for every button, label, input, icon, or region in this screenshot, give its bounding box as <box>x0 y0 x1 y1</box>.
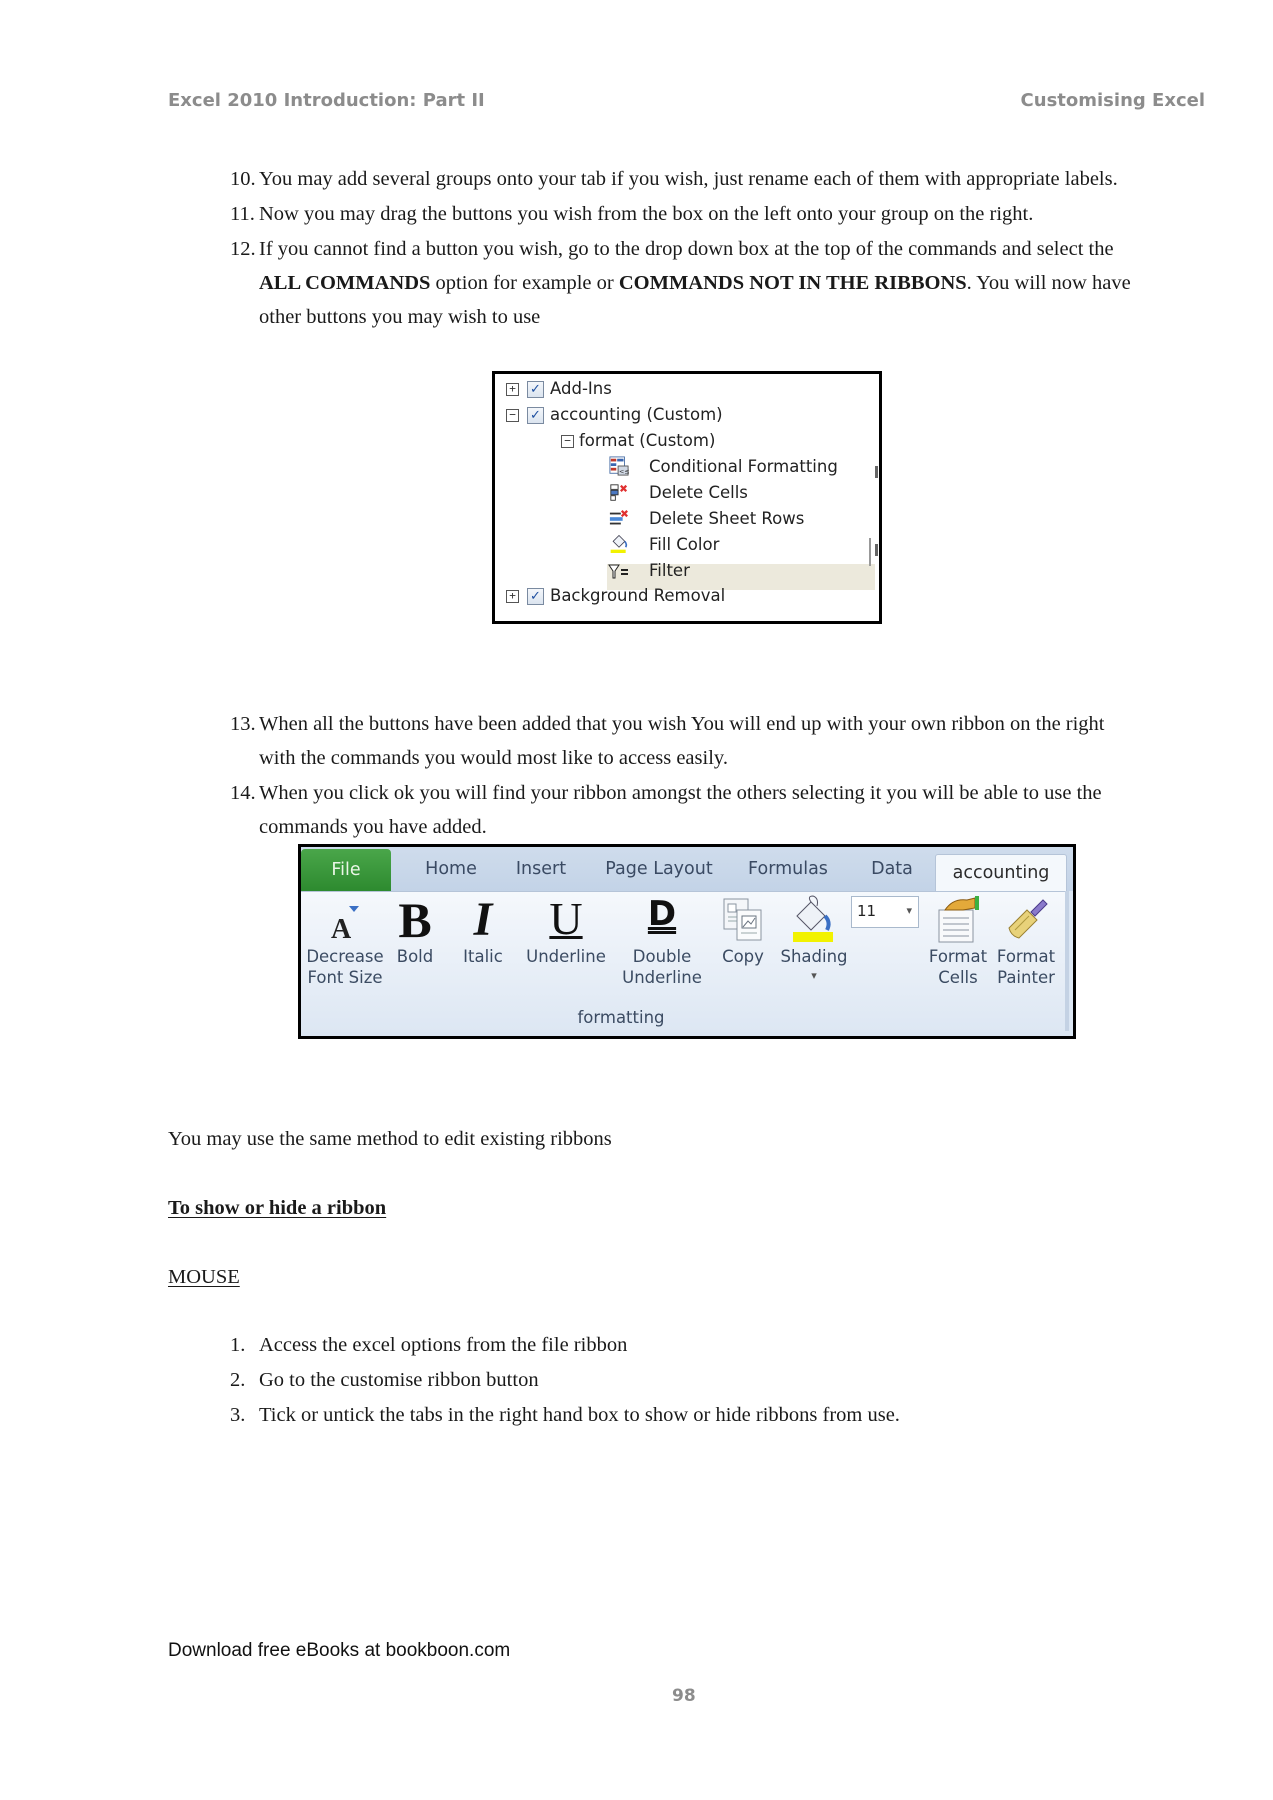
running-header-right: Customising Excel <box>1020 90 1205 111</box>
bold-icon: B <box>398 892 432 948</box>
steps-top-list <box>0 162 1273 342</box>
button-label: Italic <box>463 947 503 966</box>
custom-ribbon-screenshot <box>298 844 1076 1039</box>
list-text: Tick or untick the tabs in the right hand box to show or hide ribbons from use. <box>259 1404 900 1426</box>
footer-download-link[interactable]: Download free eBooks at bookboon.com <box>168 1640 511 1661</box>
tree-item-add-ins[interactable] <box>495 376 875 402</box>
paragraph-edit-existing: You may use the same method to edit existing ribbons <box>168 1128 612 1150</box>
list-number: 1. <box>230 1334 246 1356</box>
format-cells-icon <box>933 894 983 944</box>
list-text: If you cannot find a button you wish, go to the drop down box at the top of the commands and select the <box>259 238 1114 260</box>
button-label: Format <box>928 947 988 966</box>
tree-item-label: Add-Ins <box>550 379 612 398</box>
tab-formulas[interactable]: Formulas <box>748 859 828 879</box>
list-number: 10. <box>230 168 256 190</box>
expand-plus-icon[interactable]: + <box>506 383 519 396</box>
svg-text:<≤: <≤ <box>619 468 630 476</box>
list-number: 12. <box>230 238 256 260</box>
tab-data[interactable]: Data <box>871 859 913 879</box>
emphasis-commands-not-in-ribbons: COMMANDS NOT IN THE RIBBONS <box>618 272 967 294</box>
tree-item-filter[interactable] <box>495 558 875 584</box>
chevron-down-icon[interactable]: ▾ <box>906 904 912 917</box>
underline-icon: U <box>549 893 583 944</box>
tree-item-fill-color[interactable] <box>495 532 875 558</box>
tree-item-label: Delete Cells <box>649 483 748 502</box>
format-painter-icon <box>1001 894 1051 944</box>
text-fragment: . You will now have <box>966 272 1131 294</box>
svg-text:A: A <box>331 914 352 942</box>
fill-color-icon <box>608 533 630 553</box>
steps-mid-list <box>0 707 1273 847</box>
list-text-line3: other buttons you may wish to use <box>259 306 541 328</box>
tree-item-label: Fill Color <box>649 535 720 554</box>
double-underline-icon: D <box>647 894 677 934</box>
button-label: Double <box>632 947 692 966</box>
button-label: Copy <box>722 947 764 966</box>
list-number: 14. <box>230 782 256 804</box>
list-number: 11. <box>230 203 255 225</box>
list-text: You may add several groups onto your tab if you wish, just rename each of them with appropriate labels. <box>259 168 1118 190</box>
checkbox-checked-icon[interactable]: ✓ <box>527 588 544 605</box>
list-number: 3. <box>230 1404 246 1426</box>
collapse-minus-icon[interactable]: − <box>506 409 519 422</box>
font-size-combobox[interactable] <box>851 896 919 928</box>
italic-icon: I <box>473 893 493 946</box>
font-size-value: 11 <box>857 902 877 920</box>
clipped-checkbox <box>525 371 543 374</box>
button-label: Underline <box>622 968 702 987</box>
tab-accounting[interactable]: accounting <box>935 854 1067 892</box>
dropdown-arrow-icon[interactable]: ▾ <box>811 969 817 982</box>
list-number: 13. <box>230 713 256 735</box>
tree-item-delete-cells[interactable] <box>495 480 875 506</box>
ribbon-scroll-edge <box>1065 891 1069 1031</box>
tree-item-label: Conditional Formatting <box>649 457 838 476</box>
delete-sheet-rows-icon <box>608 509 630 529</box>
tree-item-label: accounting (Custom) <box>550 405 723 424</box>
scrollbar-mark <box>875 544 878 556</box>
button-label: Font Size <box>307 968 383 987</box>
section-heading: To show or hide a ribbon <box>168 1197 387 1219</box>
button-label: Shading <box>780 947 848 966</box>
list-text-line2: commands you have added. <box>259 816 487 838</box>
button-label: Cells <box>938 968 978 987</box>
tree-item-label: Delete Sheet Rows <box>649 509 805 528</box>
list-text: When all the buttons have been added that you wish You will end up with your own ribbon on the right <box>259 713 1105 735</box>
filter-icon <box>608 562 630 582</box>
collapse-minus-icon[interactable]: − <box>561 435 574 448</box>
tree-item-label: format (Custom) <box>579 431 716 450</box>
tree-item-accounting[interactable] <box>495 402 875 428</box>
emphasis-all-commands: ALL COMMANDS <box>259 272 431 294</box>
checkbox-checked-icon[interactable]: ✓ <box>527 407 544 424</box>
tree-item-format-group[interactable] <box>495 428 875 454</box>
list-text: Now you may drag the buttons you wish from the box on the left onto your group on the right. <box>259 203 1034 225</box>
subheading-mouse: MOUSE <box>168 1266 240 1288</box>
delete-cells-icon <box>608 483 630 503</box>
button-label: Painter <box>997 968 1055 987</box>
list-text: When you click ok you will find your ribbon amongst the others selecting it you will be able to use the <box>259 782 1102 804</box>
copy-icon <box>721 896 767 944</box>
tab-home[interactable]: Home <box>425 859 477 879</box>
button-label: Bold <box>396 947 434 966</box>
tab-page-layout[interactable]: Page Layout <box>605 859 713 879</box>
running-header-left: Excel 2010 Introduction: Part II <box>168 90 485 111</box>
decrease-font-size-icon <box>329 902 365 942</box>
button-label: Format <box>996 947 1056 966</box>
expand-plus-icon[interactable]: + <box>506 590 519 603</box>
tree-item-delete-sheet-rows[interactable] <box>495 506 875 532</box>
button-label: Underline <box>526 947 606 966</box>
steps-bottom-list <box>0 1328 1273 1438</box>
page-number: 98 <box>672 1686 696 1706</box>
list-text: Go to the customise ribbon button <box>259 1369 539 1391</box>
customize-ribbon-tree-screenshot <box>492 371 882 624</box>
list-text-line2: with the commands you would most like to access easily. <box>259 747 728 769</box>
list-number: 2. <box>230 1369 246 1391</box>
text-fragment: option for example or <box>430 272 619 294</box>
ribbon-tab-bar <box>301 847 1073 891</box>
checkbox-checked-icon[interactable]: ✓ <box>527 381 544 398</box>
tree-item-conditional-formatting[interactable] <box>495 454 875 480</box>
tree-item-label: Filter <box>649 561 690 580</box>
tab-file[interactable]: File <box>301 849 391 891</box>
button-label: Decrease <box>306 947 384 966</box>
scrollbar-mark <box>875 466 878 478</box>
ribbon-panel-formatting <box>301 891 1069 1032</box>
shading-icon <box>789 894 841 944</box>
tab-insert[interactable]: Insert <box>515 859 567 879</box>
tree-item-background-removal[interactable] <box>495 583 875 609</box>
tree-item-label: Background Removal <box>550 586 726 605</box>
list-text: Access the excel options from the file ribbon <box>259 1334 628 1356</box>
conditional-formatting-icon <box>608 456 630 476</box>
list-text-line2 <box>259 266 1131 301</box>
ribbon-group-label: formatting <box>577 1008 665 1027</box>
